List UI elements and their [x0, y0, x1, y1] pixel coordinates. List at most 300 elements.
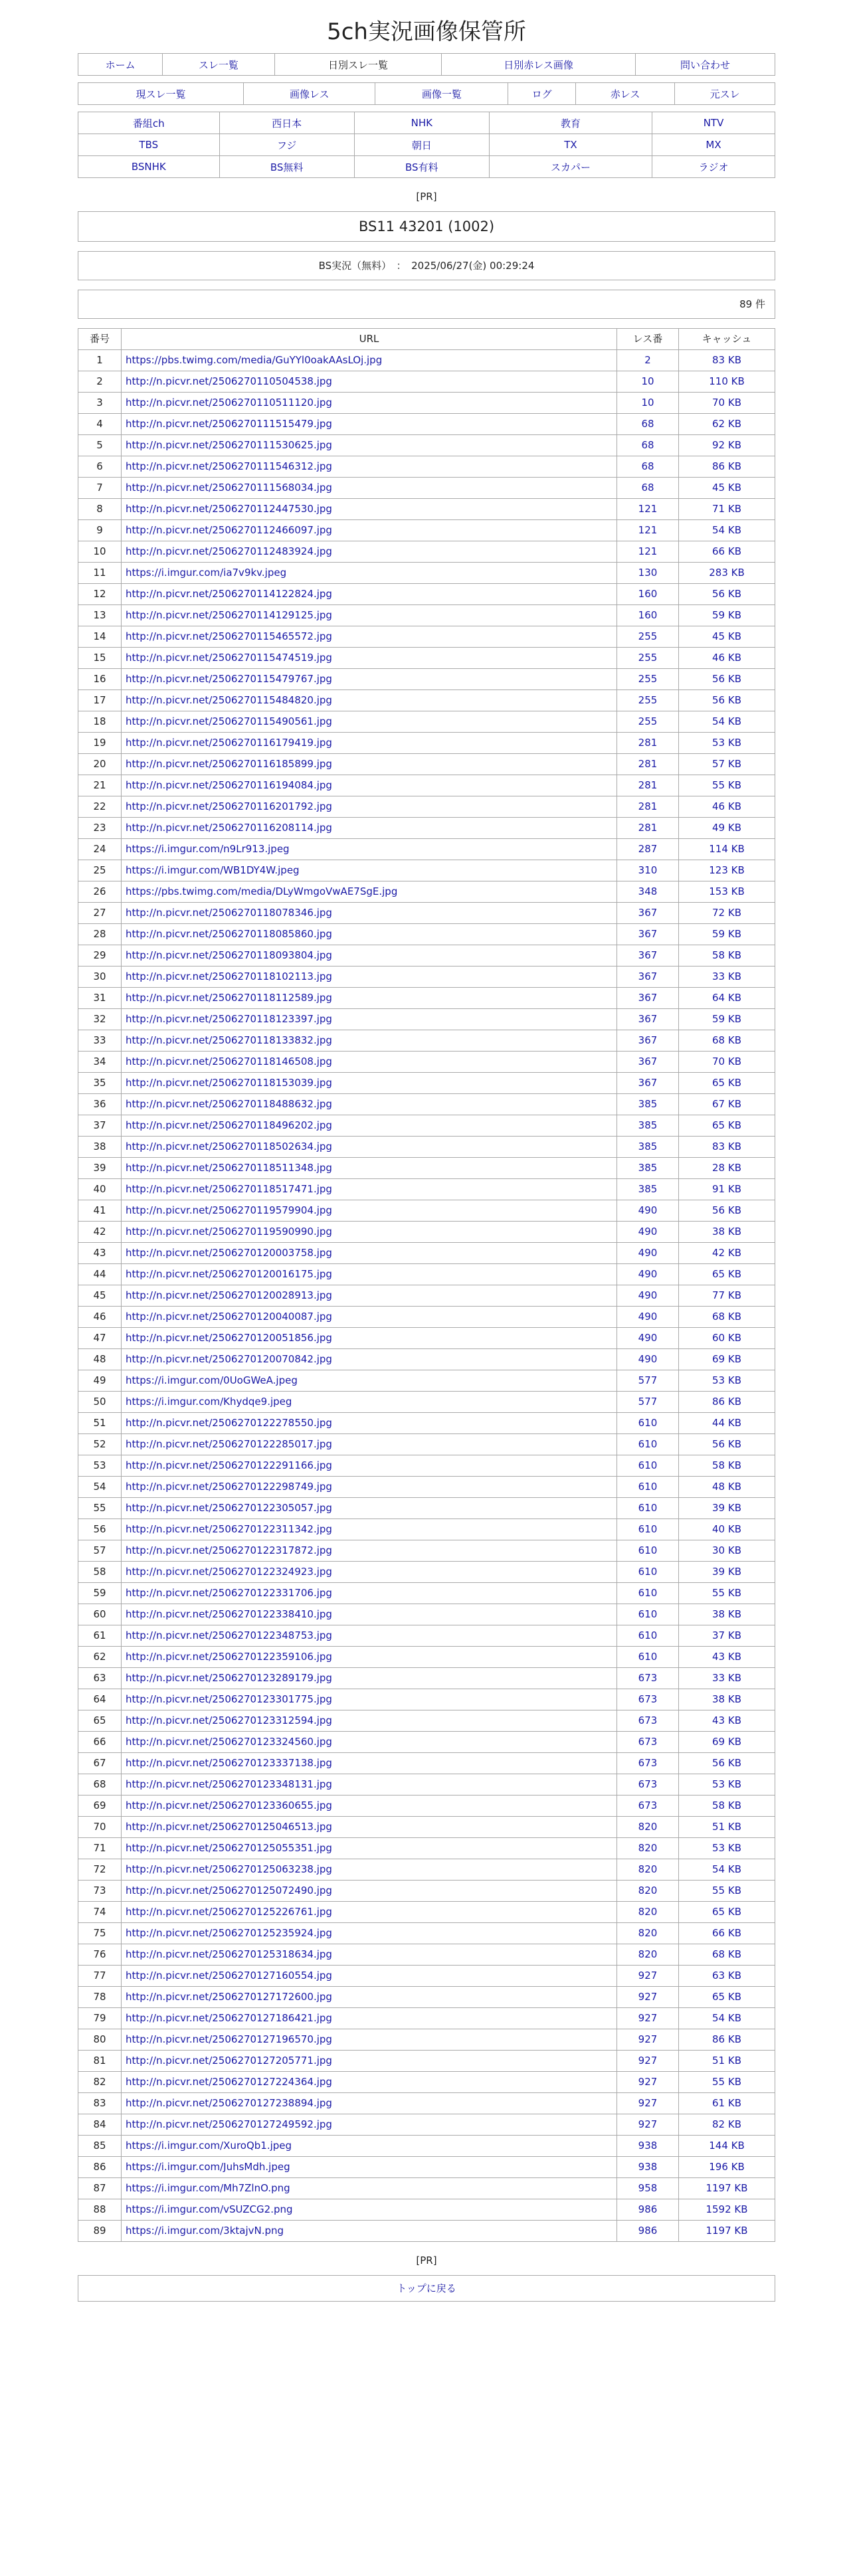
row-cache-link[interactable]: 66 KB	[712, 1927, 741, 1939]
row-cache-link[interactable]: 59 KB	[712, 1013, 741, 1025]
row-url-link[interactable]: http://n.picvr.net/2506270115474519.jpg	[126, 652, 332, 664]
row-cache-link[interactable]: 68 KB	[712, 1948, 741, 1960]
row-cache-link[interactable]: 144 KB	[709, 2140, 745, 2152]
row-res-link[interactable]: 68	[641, 482, 654, 494]
channel-link[interactable]: BS有料	[405, 161, 438, 173]
row-res-link[interactable]: 255	[638, 673, 658, 685]
nav-current-threads[interactable]: 現スレ一覧	[136, 88, 186, 100]
row-url-link[interactable]: http://n.picvr.net/2506270122317872.jpg	[126, 1544, 332, 1556]
row-url-link[interactable]: http://n.picvr.net/2506270118146508.jpg	[126, 1056, 332, 1067]
row-res-link[interactable]: 927	[638, 2012, 658, 2024]
row-cache-link[interactable]: 71 KB	[712, 503, 741, 515]
row-cache-link[interactable]: 55 KB	[712, 2076, 741, 2088]
row-cache-link[interactable]: 39 KB	[712, 1502, 741, 1514]
row-url-link[interactable]: http://n.picvr.net/2506270118488632.jpg	[126, 1098, 332, 1110]
row-cache-link[interactable]: 46 KB	[712, 652, 741, 664]
row-res-link[interactable]: 610	[638, 1481, 658, 1493]
row-url-link[interactable]: http://n.picvr.net/2506270120040087.jpg	[126, 1311, 332, 1323]
row-url-link[interactable]: http://n.picvr.net/2506270112483924.jpg	[126, 545, 332, 557]
row-res-link[interactable]: 986	[638, 2203, 658, 2215]
row-cache-link[interactable]: 57 KB	[712, 758, 741, 770]
row-cache-link[interactable]: 56 KB	[712, 1757, 741, 1769]
row-cache-link[interactable]: 70 KB	[712, 1056, 741, 1067]
row-cache-link[interactable]: 44 KB	[712, 1417, 741, 1429]
row-res-link[interactable]: 255	[638, 694, 658, 706]
row-url-link[interactable]: http://n.picvr.net/2506270116201792.jpg	[126, 800, 332, 812]
row-cache-link[interactable]: 86 KB	[712, 460, 741, 472]
row-url-link[interactable]: http://n.picvr.net/2506270116179419.jpg	[126, 737, 332, 749]
row-res-link[interactable]: 927	[638, 2033, 658, 2045]
nav-image-list[interactable]: 画像一覧	[421, 88, 462, 100]
row-url-link[interactable]: http://n.picvr.net/2506270120003758.jpg	[126, 1247, 332, 1259]
row-res-link[interactable]: 490	[638, 1268, 658, 1280]
row-res-link[interactable]: 610	[638, 1417, 658, 1429]
row-cell-num: 66	[78, 1732, 122, 1753]
channel-link[interactable]: 西日本	[272, 117, 302, 130]
row-url-link[interactable]: http://n.picvr.net/2506270115484820.jpg	[126, 694, 332, 706]
row-cache-link[interactable]: 69 KB	[712, 1353, 741, 1365]
row-url-link[interactable]: http://n.picvr.net/2506270112447530.jpg	[126, 503, 332, 515]
row-res-link[interactable]: 490	[638, 1247, 658, 1259]
row-url-link[interactable]: http://n.picvr.net/2506270123289179.jpg	[126, 1672, 332, 1684]
row-url-link[interactable]: http://n.picvr.net/2506270122331706.jpg	[126, 1587, 332, 1599]
row-res-link[interactable]: 281	[638, 779, 658, 791]
channel-link[interactable]: BSNHK	[131, 161, 166, 173]
row-cache-link[interactable]: 1197 KB	[706, 2182, 748, 2194]
row-url-link[interactable]: http://n.picvr.net/2506270123360655.jpg	[126, 1799, 332, 1811]
row-url-link[interactable]: https://i.imgur.com/XuroQb1.jpeg	[126, 2140, 292, 2152]
row-url-link[interactable]: http://n.picvr.net/2506270111530625.jpg	[126, 439, 332, 451]
channel-link[interactable]: TX	[564, 139, 577, 151]
row-cache-link[interactable]: 91 KB	[712, 1183, 741, 1195]
nav-red-res[interactable]: 赤レス	[610, 88, 640, 100]
row-res-link[interactable]: 121	[638, 524, 658, 536]
row-res-link[interactable]: 160	[638, 588, 658, 600]
row-url-link[interactable]: http://n.picvr.net/2506270120028913.jpg	[126, 1289, 332, 1301]
row-res-link[interactable]: 986	[638, 2225, 658, 2237]
row-res-link[interactable]: 673	[638, 1714, 658, 1726]
row-cache-link[interactable]: 77 KB	[712, 1289, 741, 1301]
row-url-link[interactable]: http://n.picvr.net/2506270123324560.jpg	[126, 1736, 332, 1748]
row-res-link[interactable]: 367	[638, 1034, 658, 1046]
row-cache-link[interactable]: 54 KB	[712, 715, 741, 727]
row-url-link[interactable]: http://n.picvr.net/2506270118133832.jpg	[126, 1034, 332, 1046]
row-url-link[interactable]: http://n.picvr.net/2506270118511348.jpg	[126, 1162, 332, 1174]
row-cell-cache	[679, 1264, 775, 1285]
channel-link[interactable]: 番組ch	[132, 117, 165, 130]
row-res-link[interactable]: 385	[638, 1183, 658, 1195]
row-url-link[interactable]: http://n.picvr.net/2506270122298749.jpg	[126, 1481, 332, 1493]
row-cache-link[interactable]: 86 KB	[712, 2033, 741, 2045]
row-url-link[interactable]: http://n.picvr.net/2506270114122824.jpg	[126, 588, 332, 600]
row-res-link[interactable]: 287	[638, 843, 658, 855]
row-url-link[interactable]: http://n.picvr.net/2506270123312594.jpg	[126, 1714, 332, 1726]
channel-link[interactable]: BS無料	[270, 161, 304, 173]
row-cache-link[interactable]: 86 KB	[712, 1396, 741, 1408]
channel-link[interactable]: 朝日	[411, 139, 432, 151]
row-res-link[interactable]: 255	[638, 630, 658, 642]
row-res-link[interactable]: 610	[638, 1459, 658, 1471]
row-url-link[interactable]: http://n.picvr.net/2506270120070842.jpg	[126, 1353, 332, 1365]
row-res-link[interactable]: 610	[638, 1629, 658, 1641]
row-cache-link[interactable]: 33 KB	[712, 970, 741, 982]
row-cell-url	[122, 1434, 617, 1455]
row-res-link[interactable]: 367	[638, 949, 658, 961]
row-cache-link[interactable]: 43 KB	[712, 1651, 741, 1663]
row-url-link[interactable]: https://i.imgur.com/JuhsMdh.jpeg	[126, 2161, 290, 2173]
row-res-link[interactable]: 610	[638, 1587, 658, 1599]
row-res-link[interactable]: 68	[641, 418, 654, 430]
row-res-link[interactable]: 927	[638, 2076, 658, 2088]
row-res-link[interactable]: 820	[638, 1885, 658, 1896]
row-cache-link[interactable]: 39 KB	[712, 1566, 741, 1578]
nav-daily-red-images-link[interactable]: 日別赤レス画像	[504, 58, 573, 71]
row-cache-link[interactable]: 123 KB	[709, 864, 745, 876]
row-res-link[interactable]: 367	[638, 928, 658, 940]
row-res-link[interactable]: 490	[638, 1353, 658, 1365]
row-cache-link[interactable]: 38 KB	[712, 1608, 741, 1620]
row-res-link[interactable]: 610	[638, 1502, 658, 1514]
row-url-link[interactable]: http://n.picvr.net/2506270118102113.jpg	[126, 970, 332, 982]
row-cache-link[interactable]: 53 KB	[712, 1842, 741, 1854]
nav-image-res[interactable]: 画像レス	[289, 88, 330, 100]
row-cache-link[interactable]: 54 KB	[712, 524, 741, 536]
nav-contact-link[interactable]: 問い合わせ	[680, 58, 730, 71]
row-cache-link[interactable]: 49 KB	[712, 822, 741, 834]
nav-original-thread[interactable]: 元スレ	[710, 88, 740, 100]
row-res-link[interactable]: 10	[641, 397, 654, 409]
row-url-link[interactable]: http://n.picvr.net/2506270122305057.jpg	[126, 1502, 332, 1514]
row-url-link[interactable]: http://n.picvr.net/2506270118496202.jpg	[126, 1119, 332, 1131]
row-res-link[interactable]: 385	[638, 1119, 658, 1131]
row-url-link[interactable]: http://n.picvr.net/2506270123337138.jpg	[126, 1757, 332, 1769]
row-res-link[interactable]: 610	[638, 1523, 658, 1535]
row-url-link[interactable]: http://n.picvr.net/2506270111515479.jpg	[126, 418, 332, 430]
row-cache-link[interactable]: 58 KB	[712, 949, 741, 961]
row-res-link[interactable]: 938	[638, 2161, 658, 2173]
row-res-link[interactable]: 490	[638, 1332, 658, 1344]
row-url-link[interactable]: http://n.picvr.net/2506270125226761.jpg	[126, 1906, 332, 1918]
row-cache-link[interactable]: 56 KB	[712, 694, 741, 706]
row-res-link[interactable]: 490	[638, 1226, 658, 1238]
row-url-link[interactable]: http://n.picvr.net/2506270127224364.jpg	[126, 2076, 332, 2088]
row-res-link[interactable]: 281	[638, 737, 658, 749]
row-cache-link[interactable]: 55 KB	[712, 779, 741, 791]
row-url-link[interactable]: http://n.picvr.net/2506270122359106.jpg	[126, 1651, 332, 1663]
row-url-link[interactable]: https://i.imgur.com/vSUZCG2.png	[126, 2203, 293, 2215]
row-res-link[interactable]: 310	[638, 864, 658, 876]
row-cache-link[interactable]: 40 KB	[712, 1523, 741, 1535]
row-cache-link[interactable]: 38 KB	[712, 1226, 741, 1238]
row-url-link[interactable]: http://n.picvr.net/2506270115490561.jpg	[126, 715, 332, 727]
row-cache-link[interactable]: 59 KB	[712, 928, 741, 940]
channel-link[interactable]: MX	[706, 139, 721, 151]
row-res-link[interactable]: 610	[638, 1566, 658, 1578]
row-cache-link[interactable]: 60 KB	[712, 1332, 741, 1344]
row-res-link[interactable]: 490	[638, 1311, 658, 1323]
channel-link[interactable]: TBS	[139, 139, 159, 151]
row-res-link[interactable]: 820	[638, 1842, 658, 1854]
row-cache-link[interactable]: 83 KB	[712, 1141, 741, 1152]
row-cell-num: 35	[78, 1073, 122, 1094]
row-cache-link[interactable]: 64 KB	[712, 992, 741, 1004]
row-cache-link[interactable]: 56 KB	[712, 588, 741, 600]
row-cache-link[interactable]: 59 KB	[712, 609, 741, 621]
row-res-link[interactable]: 577	[638, 1396, 658, 1408]
row-res-link[interactable]: 121	[638, 503, 658, 515]
row-cache-link[interactable]: 61 KB	[712, 2097, 741, 2109]
row-url-link[interactable]: http://n.picvr.net/2506270127238894.jpg	[126, 2097, 332, 2109]
row-res-link[interactable]: 130	[638, 567, 658, 579]
row-cache-link[interactable]: 48 KB	[712, 1481, 741, 1493]
row-url-link[interactable]: http://n.picvr.net/2506270122338410.jpg	[126, 1608, 332, 1620]
row-cache-link[interactable]: 51 KB	[712, 1821, 741, 1833]
row-res-link[interactable]: 577	[638, 1374, 658, 1386]
row-res-link[interactable]: 927	[638, 2118, 658, 2130]
row-url-link[interactable]: http://n.picvr.net/2506270125046513.jpg	[126, 1821, 332, 1833]
row-res-link[interactable]: 938	[638, 2140, 658, 2152]
row-res-link[interactable]: 385	[638, 1141, 658, 1152]
row-cache-link[interactable]: 45 KB	[712, 482, 741, 494]
row-res-link[interactable]: 367	[638, 970, 658, 982]
row-url-link[interactable]: https://i.imgur.com/n9Lr913.jpeg	[126, 843, 290, 855]
row-res-link[interactable]: 68	[641, 460, 654, 472]
row-cache-link[interactable]: 65 KB	[712, 1906, 741, 1918]
row-cache-link[interactable]: 43 KB	[712, 1714, 741, 1726]
row-cache-link[interactable]: 33 KB	[712, 1672, 741, 1684]
row-url-link[interactable]: http://n.picvr.net/2506270118517471.jpg	[126, 1183, 332, 1195]
row-res-link[interactable]: 820	[638, 1906, 658, 1918]
row-res-link[interactable]: 68	[641, 439, 654, 451]
row-url-link[interactable]: https://i.imgur.com/0UoGWeA.jpeg	[126, 1374, 298, 1386]
row-url-link[interactable]: http://n.picvr.net/2506270122278550.jpg	[126, 1417, 332, 1429]
row-url-link[interactable]: https://i.imgur.com/Mh7ZlnO.png	[126, 2182, 290, 2194]
row-res-link[interactable]: 820	[638, 1821, 658, 1833]
channel-link[interactable]: NTV	[703, 117, 724, 129]
row-res-link[interactable]: 281	[638, 822, 658, 834]
row-url-link[interactable]: http://n.picvr.net/2506270127172600.jpg	[126, 1991, 332, 2003]
row-res-link[interactable]: 255	[638, 715, 658, 727]
row-res-link[interactable]: 490	[638, 1289, 658, 1301]
row-cache-link[interactable]: 196 KB	[709, 2161, 745, 2173]
row-url-link[interactable]: https://pbs.twimg.com/media/GuYYl0oakAAsLOj.jpg	[126, 354, 383, 366]
table-row	[78, 2008, 775, 2029]
channel-link[interactable]: NHK	[411, 117, 432, 129]
row-cache-link[interactable]: 66 KB	[712, 545, 741, 557]
row-url-link[interactable]: http://n.picvr.net/2506270122285017.jpg	[126, 1438, 332, 1450]
row-url-link[interactable]: http://n.picvr.net/2506270122291166.jpg	[126, 1459, 332, 1471]
row-url-link[interactable]: http://n.picvr.net/2506270125063238.jpg	[126, 1863, 332, 1875]
row-url-link[interactable]: http://n.picvr.net/2506270120051856.jpg	[126, 1332, 332, 1344]
row-url-link[interactable]: http://n.picvr.net/2506270120016175.jpg	[126, 1268, 332, 1280]
row-cache-link[interactable]: 65 KB	[712, 1119, 741, 1131]
row-res-link[interactable]: 673	[638, 1693, 658, 1705]
row-url-link[interactable]: http://n.picvr.net/2506270111568034.jpg	[126, 482, 332, 494]
row-res-link[interactable]: 367	[638, 1077, 658, 1089]
row-url-link[interactable]: http://n.picvr.net/2506270125072490.jpg	[126, 1885, 332, 1896]
row-res-link[interactable]: 367	[638, 992, 658, 1004]
row-url-link[interactable]: http://n.picvr.net/2506270127160554.jpg	[126, 1970, 332, 1981]
row-cache-link[interactable]: 45 KB	[712, 630, 741, 642]
back-to-top-link[interactable]: トップに戻る	[397, 2282, 456, 2294]
channel-link[interactable]: ラジオ	[698, 161, 729, 173]
row-url-link[interactable]: http://n.picvr.net/2506270118123397.jpg	[126, 1013, 332, 1025]
row-url-link[interactable]: http://n.picvr.net/2506270125055351.jpg	[126, 1842, 332, 1854]
row-res-link[interactable]: 927	[638, 2055, 658, 2067]
row-res-link[interactable]: 281	[638, 758, 658, 770]
row-url-link[interactable]: http://n.picvr.net/2506270118078346.jpg	[126, 907, 332, 919]
row-cache-link[interactable]: 110 KB	[709, 375, 745, 387]
row-cache-link[interactable]: 37 KB	[712, 1629, 741, 1641]
row-res-link[interactable]: 255	[638, 652, 658, 664]
row-res-link[interactable]: 927	[638, 2097, 658, 2109]
row-cache-link[interactable]: 68 KB	[712, 1311, 741, 1323]
row-url-link[interactable]: http://n.picvr.net/2506270125235924.jpg	[126, 1927, 332, 1939]
row-cache-link[interactable]: 55 KB	[712, 1587, 741, 1599]
row-cache-link[interactable]: 51 KB	[712, 2055, 741, 2067]
row-url-link[interactable]: https://i.imgur.com/WB1DY4W.jpeg	[126, 864, 300, 876]
row-cache-link[interactable]: 65 KB	[712, 1077, 741, 1089]
row-cache-link[interactable]: 83 KB	[712, 354, 741, 366]
row-res-link[interactable]: 10	[641, 375, 654, 387]
row-res-link[interactable]: 673	[638, 1672, 658, 1684]
row-url-link[interactable]: http://n.picvr.net/2506270123348131.jpg	[126, 1778, 332, 1790]
row-cache-link[interactable]: 63 KB	[712, 1970, 741, 1981]
row-res-link[interactable]: 610	[638, 1651, 658, 1663]
row-res-link[interactable]: 367	[638, 1013, 658, 1025]
row-cache-link[interactable]: 62 KB	[712, 418, 741, 430]
row-url-link[interactable]: http://n.picvr.net/2506270122348753.jpg	[126, 1629, 332, 1641]
row-url-link[interactable]: http://n.picvr.net/2506270119579904.jpg	[126, 1204, 332, 1216]
row-cache-link[interactable]: 283 KB	[709, 567, 745, 579]
row-res-link[interactable]: 2	[644, 354, 651, 366]
nav-log[interactable]: ログ	[531, 88, 552, 100]
row-cache-link[interactable]: 114 KB	[709, 843, 745, 855]
row-res-link[interactable]: 610	[638, 1438, 658, 1450]
row-cache-link[interactable]: 1592 KB	[706, 2203, 748, 2215]
row-cache-link[interactable]: 54 KB	[712, 2012, 741, 2024]
row-res-link[interactable]: 820	[638, 1948, 658, 1960]
row-res-link[interactable]: 673	[638, 1757, 658, 1769]
row-res-link[interactable]: 348	[638, 885, 658, 897]
row-cache-link[interactable]: 54 KB	[712, 1863, 741, 1875]
row-cache-link[interactable]: 38 KB	[712, 1693, 741, 1705]
row-res-link[interactable]: 610	[638, 1544, 658, 1556]
row-cache-link[interactable]: 46 KB	[712, 800, 741, 812]
row-cache-link[interactable]: 72 KB	[712, 907, 741, 919]
row-cache-link[interactable]: 42 KB	[712, 1247, 741, 1259]
channel-link[interactable]: スカパー	[550, 161, 591, 173]
row-url-link[interactable]: http://n.picvr.net/2506270118112589.jpg	[126, 992, 332, 1004]
row-url-link[interactable]: http://n.picvr.net/2506270116185899.jpg	[126, 758, 332, 770]
row-cache-link[interactable]: 58 KB	[712, 1799, 741, 1811]
row-url-link[interactable]: http://n.picvr.net/2506270122311342.jpg	[126, 1523, 332, 1535]
row-cache-link[interactable]: 69 KB	[712, 1736, 741, 1748]
row-res-link[interactable]: 160	[638, 609, 658, 621]
row-url-link[interactable]: https://pbs.twimg.com/media/DLyWmgoVwAE7SgE.jpg	[126, 885, 398, 897]
row-url-link[interactable]: http://n.picvr.net/2506270127205771.jpg	[126, 2055, 332, 2067]
row-url-link[interactable]: http://n.picvr.net/2506270112466097.jpg	[126, 524, 332, 536]
row-url-link[interactable]: http://n.picvr.net/2506270127186421.jpg	[126, 2012, 332, 2024]
row-cache-link[interactable]: 68 KB	[712, 1034, 741, 1046]
row-res-link[interactable]: 673	[638, 1736, 658, 1748]
row-cache-link[interactable]: 70 KB	[712, 397, 741, 409]
row-res-link[interactable]: 490	[638, 1204, 658, 1216]
row-res-link[interactable]: 927	[638, 1970, 658, 1981]
row-res-link[interactable]: 367	[638, 1056, 658, 1067]
row-url-link[interactable]: https://i.imgur.com/ia7v9kv.jpeg	[126, 567, 287, 579]
row-url-link[interactable]: https://i.imgur.com/Khydqe9.jpeg	[126, 1396, 292, 1408]
row-url-link[interactable]: http://n.picvr.net/2506270123301775.jpg	[126, 1693, 332, 1705]
row-url-link[interactable]: http://n.picvr.net/2506270110511120.jpg	[126, 397, 332, 409]
row-res-link[interactable]: 673	[638, 1778, 658, 1790]
row-cache-link[interactable]: 65 KB	[712, 1991, 741, 2003]
row-res-link[interactable]: 820	[638, 1863, 658, 1875]
channel-link[interactable]: フジ	[276, 139, 297, 151]
row-url-link[interactable]: http://n.picvr.net/2506270110504538.jpg	[126, 375, 332, 387]
row-url-link[interactable]: http://n.picvr.net/2506270116208114.jpg	[126, 822, 332, 834]
row-url-link[interactable]: http://n.picvr.net/2506270119590990.jpg	[126, 1226, 332, 1238]
row-url-link[interactable]: http://n.picvr.net/2506270118093804.jpg	[126, 949, 332, 961]
row-cache-link[interactable]: 53 KB	[712, 1778, 741, 1790]
row-cache-link[interactable]: 53 KB	[712, 737, 741, 749]
row-url-link[interactable]: http://n.picvr.net/2506270127249592.jpg	[126, 2118, 332, 2130]
nav-home-link[interactable]: ホーム	[105, 58, 136, 71]
row-cache-link[interactable]: 65 KB	[712, 1268, 741, 1280]
row-cache-link[interactable]: 58 KB	[712, 1459, 741, 1471]
row-url-link[interactable]: http://n.picvr.net/2506270118153039.jpg	[126, 1077, 332, 1089]
row-url-link[interactable]: http://n.picvr.net/2506270118502634.jpg	[126, 1141, 332, 1152]
row-res-link[interactable]: 820	[638, 1927, 658, 1939]
row-res-link[interactable]: 367	[638, 907, 658, 919]
row-cache-link[interactable]: 28 KB	[712, 1162, 741, 1174]
row-cache-link[interactable]: 1197 KB	[706, 2225, 748, 2237]
row-cell-cache	[679, 818, 775, 839]
row-url-link[interactable]: http://n.picvr.net/2506270125318634.jpg	[126, 1948, 332, 1960]
row-url-link[interactable]: http://n.picvr.net/2506270116194084.jpg	[126, 779, 332, 791]
row-url-link[interactable]: http://n.picvr.net/2506270122324923.jpg	[126, 1566, 332, 1578]
row-cache-link[interactable]: 92 KB	[712, 439, 741, 451]
row-res-link[interactable]: 385	[638, 1098, 658, 1110]
row-res-link[interactable]: 610	[638, 1608, 658, 1620]
row-cache-link[interactable]: 53 KB	[712, 1374, 741, 1386]
row-res-link[interactable]: 927	[638, 1991, 658, 2003]
row-cache-link[interactable]: 67 KB	[712, 1098, 741, 1110]
row-res-link[interactable]: 958	[638, 2182, 658, 2194]
row-cache-link[interactable]: 30 KB	[712, 1544, 741, 1556]
row-res-link[interactable]: 673	[638, 1799, 658, 1811]
row-url-link[interactable]: http://n.picvr.net/2506270118085860.jpg	[126, 928, 332, 940]
row-cache-link[interactable]: 153 KB	[709, 885, 745, 897]
row-cell-url	[122, 945, 617, 966]
row-url-link[interactable]: http://n.picvr.net/2506270115465572.jpg	[126, 630, 332, 642]
row-url-link[interactable]: http://n.picvr.net/2506270111546312.jpg	[126, 460, 332, 472]
row-cache-link[interactable]: 82 KB	[712, 2118, 741, 2130]
row-res-link[interactable]: 281	[638, 800, 658, 812]
row-cache-link[interactable]: 56 KB	[712, 1438, 741, 1450]
row-url-link[interactable]: https://i.imgur.com/3ktajvN.png	[126, 2225, 284, 2237]
row-cache-link[interactable]: 55 KB	[712, 1885, 741, 1896]
row-cache-link[interactable]: 56 KB	[712, 673, 741, 685]
row-res-link[interactable]: 385	[638, 1162, 658, 1174]
row-url-link[interactable]: http://n.picvr.net/2506270114129125.jpg	[126, 609, 332, 621]
row-res-link[interactable]: 121	[638, 545, 658, 557]
nav-thread-list-link[interactable]: スレ一覧	[198, 58, 238, 71]
row-cache-link[interactable]: 56 KB	[712, 1204, 741, 1216]
row-url-link[interactable]: http://n.picvr.net/2506270115479767.jpg	[126, 673, 332, 685]
channel-link[interactable]: 教育	[560, 117, 581, 130]
row-url-link[interactable]: http://n.picvr.net/2506270127196570.jpg	[126, 2033, 332, 2045]
